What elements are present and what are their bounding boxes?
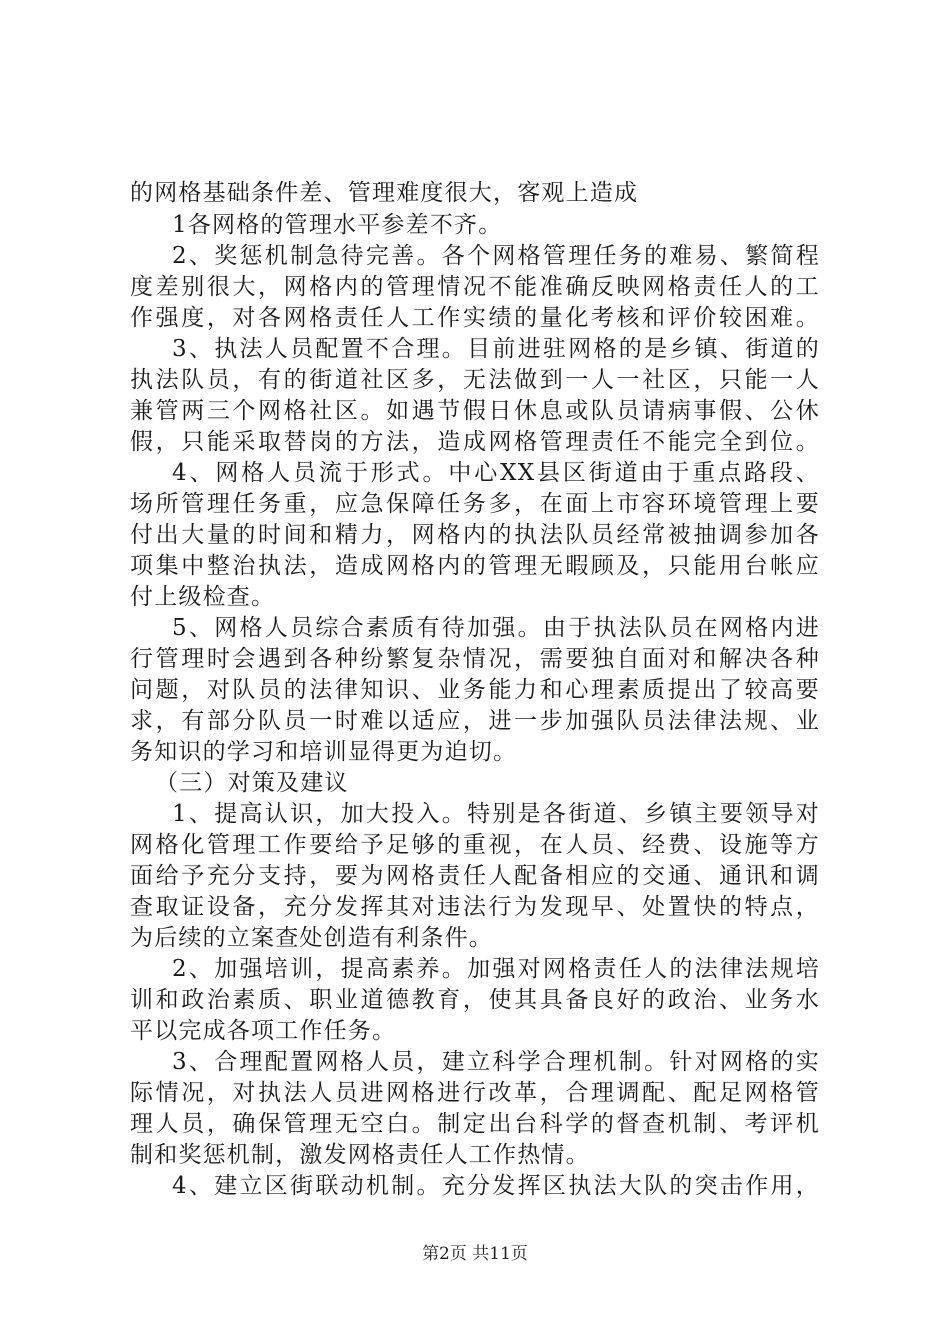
text-line: 3、执法人员配置不合理。目前进驻网格的是乡镇、街道的 — [172, 336, 820, 362]
text-line: 兼管两三个网格社区。如遇节假日休息或队员请病事假、公休 — [130, 398, 820, 424]
text-line: 际情况，对执法人员进网格进行改革，合理调配、配足网格管 — [130, 1080, 820, 1106]
text-line: 3、合理配置网格人员，建立科学合理机制。针对网格的实 — [172, 1049, 820, 1075]
text-line: 为后续的立案查处创造有利条件。 — [130, 925, 493, 951]
text-line: 场所管理任务重，应急保障任务多，在面上市容环境管理上要 — [130, 491, 820, 517]
text-line: 平以完成各项工作任务。 — [130, 1018, 397, 1044]
text-line: （三）对策及建议 — [155, 770, 349, 796]
text-line: 的网格基础条件差、管理难度很大，客观上造成 — [130, 180, 639, 206]
text-line: 假，只能采取替岗的方法，造成网格管理责任不能完全到位。 — [130, 429, 820, 455]
text-line: 制和奖惩机制，激发网格责任人工作热情。 — [130, 1142, 590, 1168]
text-line: 理人员，确保管理无空白。制定出台科学的督查机制、考评机 — [130, 1111, 820, 1137]
text-line: 付出大量的时间和精力，网格内的执法队员经常被抽调参加各 — [130, 522, 820, 548]
text-line: 2、奖惩机制急待完善。各个网格管理任务的难易、繁简程 — [172, 243, 820, 269]
text-line: 问题，对队员的法律知识、业务能力和心理素质提出了较高要 — [130, 677, 820, 703]
text-line: 面给予充分支持，要为网格责任人配备相应的交通、通讯和调 — [130, 863, 820, 889]
text-line: 务知识的学习和培训显得更为迫切。 — [130, 739, 518, 765]
text-line: 作强度，对各网格责任人工作实绩的量化考核和评价较困难。 — [130, 305, 820, 331]
text-line: 网格化管理工作要给予足够的重视，在人员、经费、设施等方 — [130, 832, 820, 858]
text-line: 求，有部分队员一时难以适应，进一步加强队员法律法规、业 — [130, 708, 820, 734]
text-line: 项集中整治执法，造成网格内的管理无暇顾及，只能用台帐应 — [130, 553, 820, 579]
text-line: 行管理时会遇到各种纷繁复杂情况，需要独自面对和解决各种 — [130, 646, 820, 672]
text-line: 2、加强培训，提高素养。加强对网格责任人的法律法规培 — [172, 956, 820, 982]
text-line: 1各网格的管理水平参差不齐。 — [172, 212, 503, 238]
page-footer: 第2页 共11页 — [422, 1244, 528, 1264]
text-line: 4、网格人员流于形式。中心XX县区街道由于重点路段、 — [172, 460, 820, 486]
text-line: 1、提高认识，加大投入。特别是各街道、乡镇主要领导对 — [172, 801, 820, 827]
text-line: 度差别很大，网格内的管理情况不能准确反映网格责任人的工 — [130, 274, 820, 300]
text-line: 5、网格人员综合素质有待加强。由于执法队员在网格内进 — [172, 615, 820, 641]
text-line: 训和政治素质、职业道德教育，使其具备良好的政治、业务水 — [130, 987, 820, 1013]
text-line: 查取证设备，充分发挥其对违法行为发现早、处置快的特点， — [130, 894, 820, 920]
text-line: 付上级检查。 — [130, 584, 276, 610]
text-line: 4、建立区街联动机制。充分发挥区执法大队的突击作用， — [172, 1173, 820, 1199]
text-line: 执法队员，有的街道社区多，无法做到一人一社区，只能一人 — [130, 367, 820, 393]
